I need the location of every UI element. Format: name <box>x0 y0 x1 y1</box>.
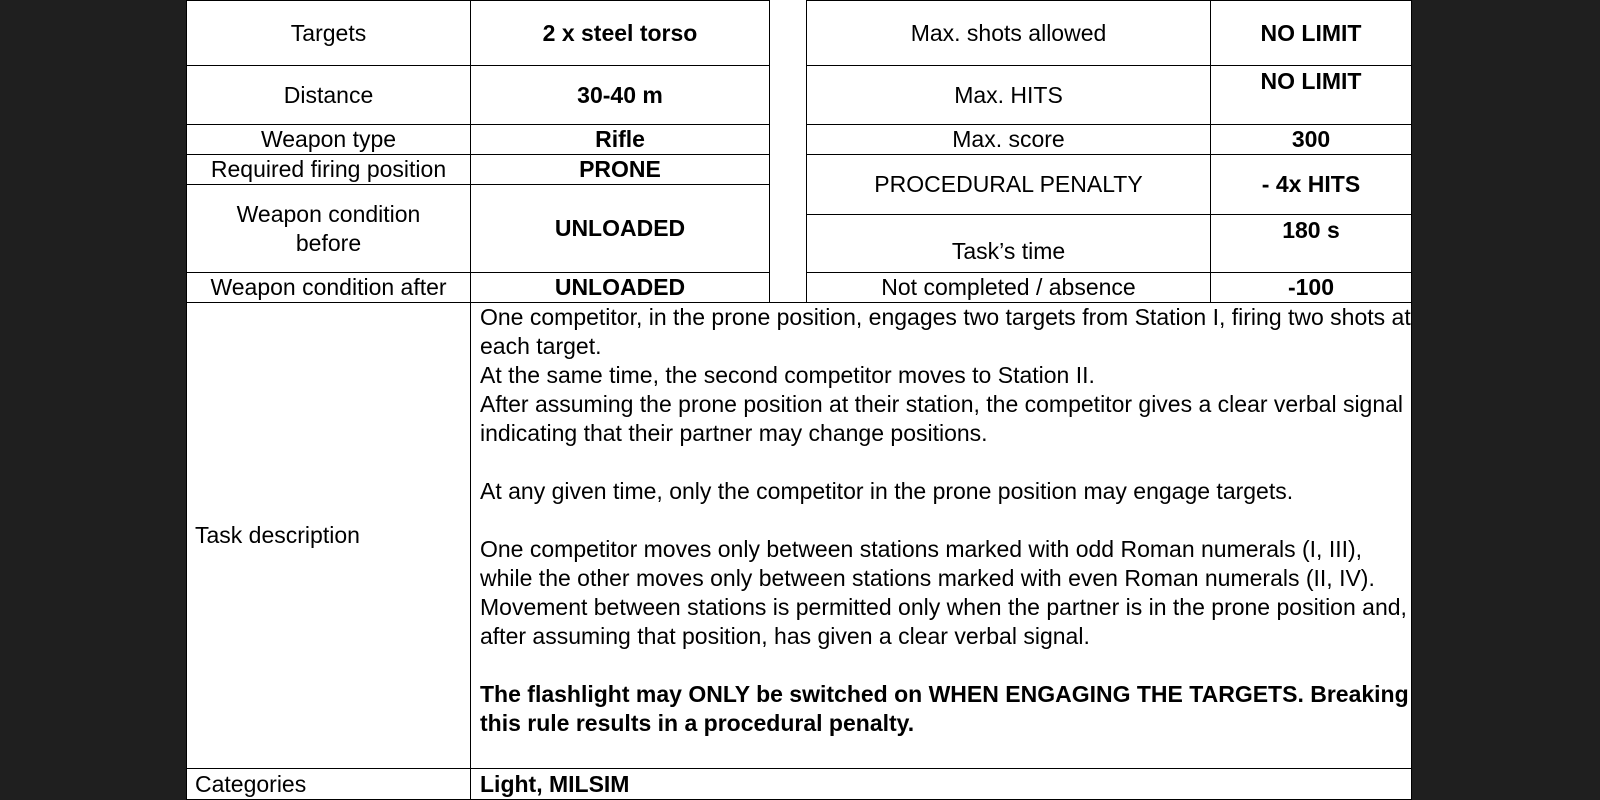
task-paragraph: One competitor moves only between stations marked with odd Roman numerals (I, III), while the other moves only between stations marked with even Roman numerals (II, IV). <box>480 536 1375 591</box>
targets-value: 2 x steel torso <box>470 0 770 66</box>
flashlight-rule: The flashlight may ONLY be switched on WHEN ENGAGING THE TARGETS. Breaking this rule results in a procedural penalty. <box>480 681 1409 736</box>
condition-after-value: UNLOADED <box>470 272 770 303</box>
weapon-type-label: Weapon type <box>186 124 471 155</box>
max-hits-label: Max. HITS <box>806 65 1211 125</box>
task-paragraph: After assuming the prone position at their station, the competitor gives a clear verbal signal indicating that their partner may change positions. <box>480 391 1404 446</box>
categories-label: Categories <box>186 768 471 800</box>
task-paragraph: At the same time, the second competitor moves to Station II. <box>480 362 1095 388</box>
stage-sheet <box>186 0 1412 800</box>
targets-label: Targets <box>186 0 471 66</box>
condition-after-label: Weapon condition after <box>186 272 471 303</box>
task-paragraph: One competitor, in the prone position, engages two targets from Station I, firing two shots at each target. <box>480 304 1411 359</box>
task-description-label: Task description <box>186 302 471 769</box>
firing-position-value: PRONE <box>470 154 770 185</box>
max-hits-value: NO LIMIT <box>1210 65 1412 125</box>
firing-position-label: Required firing position <box>186 154 471 185</box>
task-paragraph: Movement between stations is permitted only when the partner is in the prone position and, after assuming that position, has given a clear verbal signal. <box>480 594 1407 649</box>
max-score-value: 300 <box>1210 124 1412 155</box>
task-time-label: Task’s time <box>806 214 1211 273</box>
procedural-penalty-value: - 4x HITS <box>1210 154 1412 215</box>
max-score-label: Max. score <box>806 124 1211 155</box>
distance-value: 30-40 m <box>470 65 770 125</box>
task-time-value: 180 s <box>1210 214 1412 273</box>
max-shots-value: NO LIMIT <box>1210 0 1412 66</box>
condition-before-label: Weapon condition before <box>186 184 471 273</box>
weapon-type-value: Rifle <box>470 124 770 155</box>
max-shots-label: Max. shots allowed <box>806 0 1211 66</box>
task-description-body <box>470 302 1412 769</box>
task-paragraph: At any given time, only the competitor in the prone position may engage targets. <box>480 478 1294 504</box>
categories-value: Light, MILSIM <box>470 768 1412 800</box>
distance-label: Distance <box>186 65 471 125</box>
not-completed-label: Not completed / absence <box>806 272 1211 303</box>
not-completed-value: -100 <box>1210 272 1412 303</box>
procedural-penalty-label: PROCEDURAL PENALTY <box>806 154 1211 215</box>
condition-before-value: UNLOADED <box>470 184 770 273</box>
